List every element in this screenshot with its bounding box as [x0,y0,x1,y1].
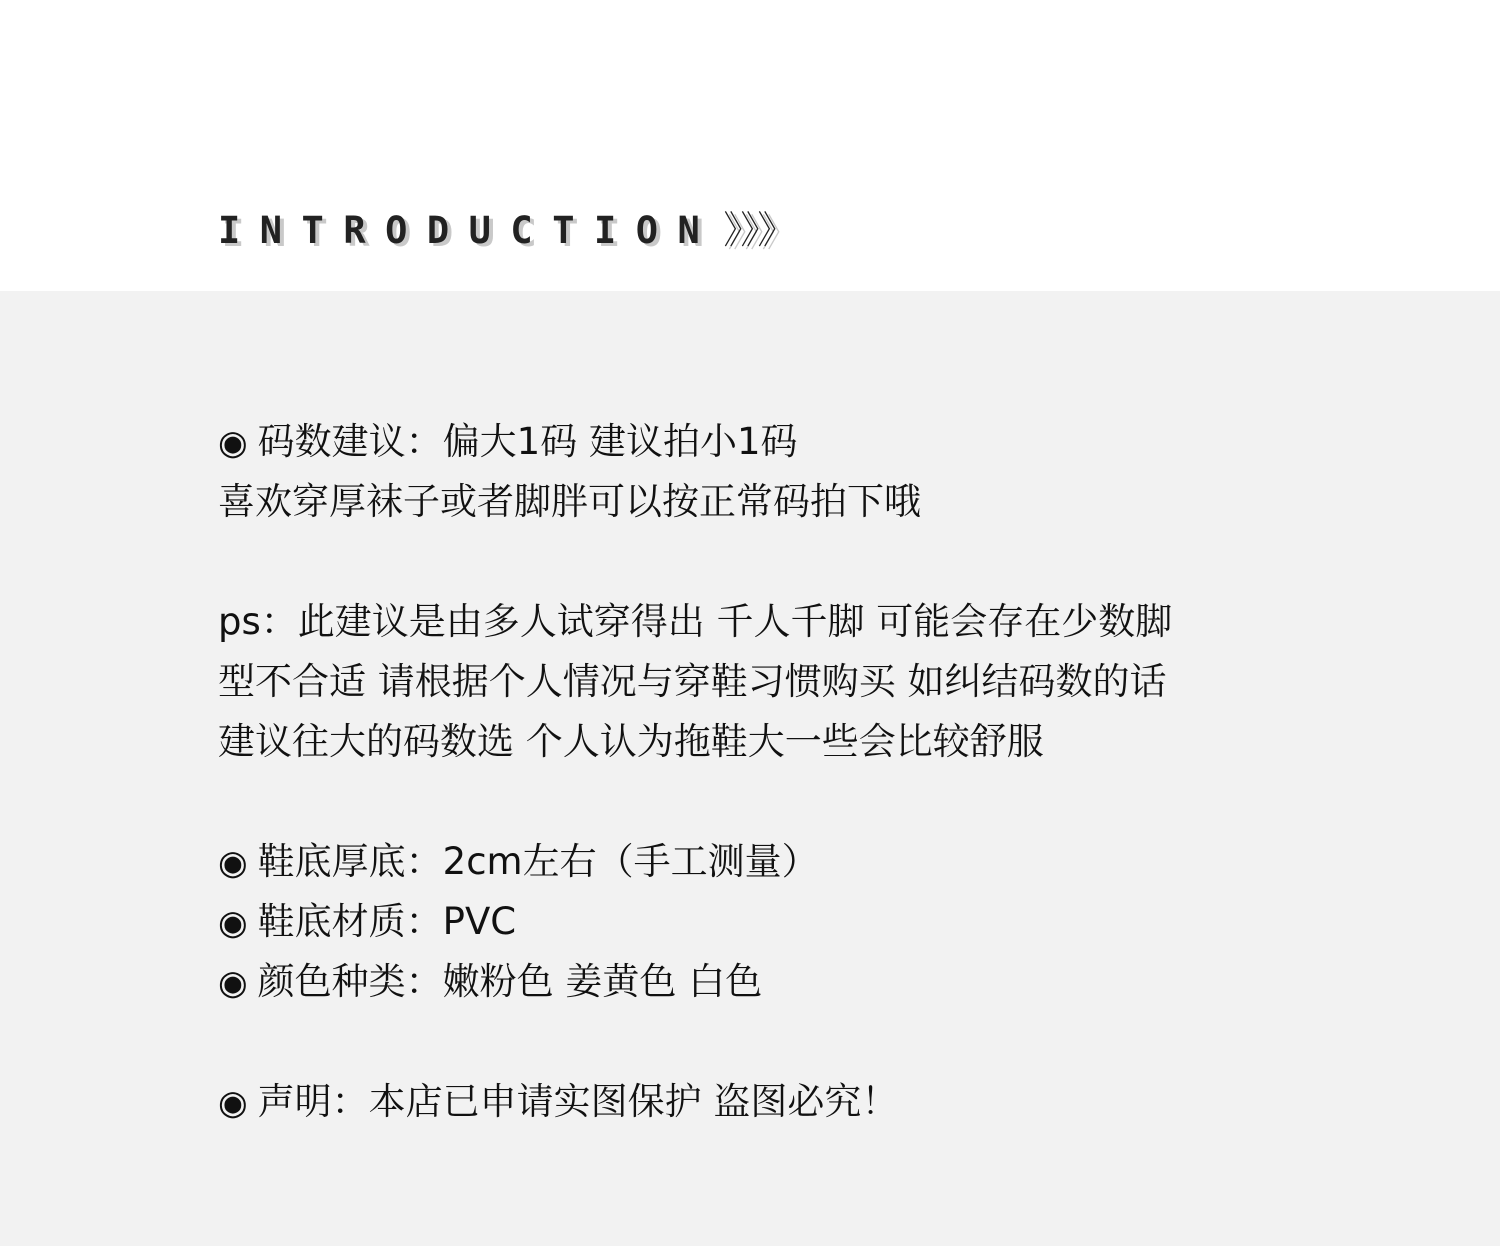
ps-line-1: ps：此建议是由多人试穿得出 千人千脚 可能会存在少数脚 [218,600,1173,643]
statement-text: 声明：本店已申请实图保护 盗图必究！ [257,1080,899,1123]
spacer [218,1012,1318,1072]
sole-thickness-text: 鞋底厚底：2cm左右（手工测量） [257,840,819,883]
spacer [218,772,1318,832]
heading-text: INTRODUCTION [218,209,720,252]
ps-line-3: 建议往大的码数选 个人认为拖鞋大一些会比较舒服 [218,720,1044,763]
header-section [0,0,1500,291]
sole-thickness-line [218,832,1318,892]
sole-material-text: 鞋底材质：PVC [257,900,517,943]
spacer [218,532,1318,592]
bullet-icon: ◉ [218,843,248,883]
bullet-icon: ◉ [218,423,248,463]
size-advice-text: 码数建议：偏大1码 建议拍小1码 [257,420,798,463]
bullet-icon: ◉ [218,903,248,943]
description-panel [0,291,1500,1246]
description-content [218,412,1318,1132]
size-advice-note: 喜欢穿厚袜子或者脚胖可以按正常码拍下哦 [218,480,921,523]
colors-text: 颜色种类：嫩粉色 姜黄色 白色 [257,960,763,1003]
colors-line [218,952,1318,1012]
heading-arrows: 》》》 [723,208,794,252]
size-advice-line [218,412,1318,472]
section-heading [218,205,793,256]
sole-material-line [218,892,1318,952]
statement-line [218,1072,1318,1132]
ps-line-2: 型不合适 请根据个人情况与穿鞋习惯购买 如纠结码数的话 [218,660,1167,703]
bullet-icon: ◉ [218,963,248,1003]
bullet-icon: ◉ [218,1083,248,1123]
